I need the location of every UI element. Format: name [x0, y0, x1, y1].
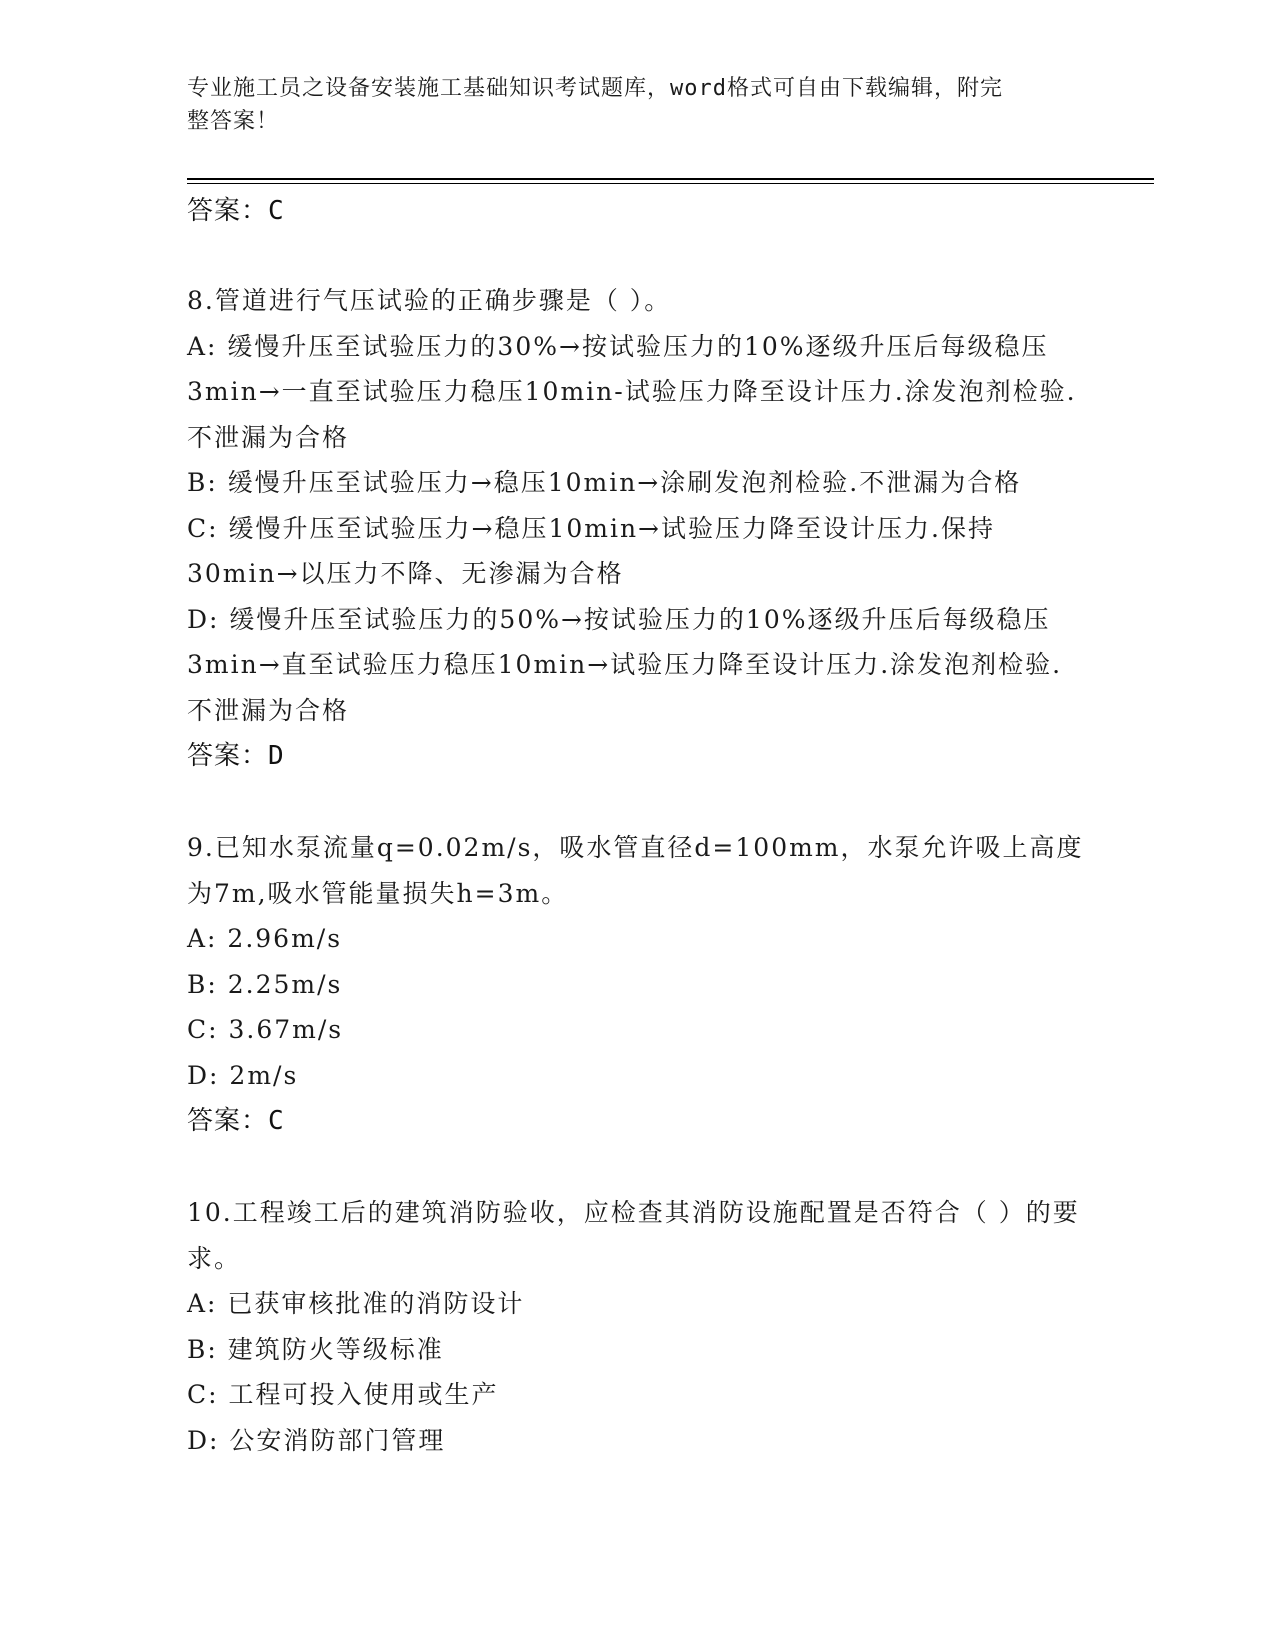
question-8 — [187, 278, 1087, 779]
question-8-text: 8.管道进行气压试验的正确步骤是（ ）。 — [187, 286, 672, 315]
question-9-text: 9.已知水泵流量q=0.02m/s，吸水管直径d=100mm，水泵允许吸上高度为7m,吸水管能量损失h=3m。 — [187, 833, 1084, 908]
header-line-1: 专业施工员之设备安装施工基础知识考试题库，word格式可自由下载编辑，附完 — [187, 76, 1003, 101]
question-9 — [187, 825, 1087, 1144]
header-rule-thick — [187, 178, 1154, 180]
question-10 — [187, 1190, 1087, 1463]
header-rule-thin — [187, 183, 1154, 184]
question-8-option-d: D: 缓慢升压至试验压力的50%→按试验压力的10%逐级升压后每级稳压3min→直至试验压力稳压10min→试验压力降至设计压力.涂发泡剂检验.不泄漏为合格 — [187, 604, 1063, 725]
spacer — [187, 234, 1087, 278]
question-10-option-c: C: 工程可投入使用或生产 — [187, 1380, 499, 1409]
question-9-option-b: B: 2.25m/s — [187, 969, 343, 999]
question-10-option-a: A: 已获审核批准的消防设计 — [187, 1289, 525, 1318]
question-content — [187, 188, 1087, 1463]
spacer — [187, 1144, 1087, 1190]
question-10-option-b: B: 建筑防火等级标准 — [187, 1334, 444, 1364]
question-9-option-d: D: 2m/s — [187, 1060, 299, 1090]
question-8-answer: 答案：D — [187, 741, 285, 771]
question-9-answer: 答案：C — [187, 1106, 285, 1136]
question-9-option-a: A: 2.96m/s — [187, 924, 343, 953]
question-10-text: 10.工程竣工后的建筑消防验收，应检查其消防设施配置是否符合（ ）的要求。 — [187, 1198, 1080, 1273]
question-10-option-d: D: 公安消防部门管理 — [187, 1425, 446, 1455]
previous-answer: 答案：C — [187, 196, 285, 226]
header-line-2: 整答案！ — [187, 109, 280, 134]
question-8-option-a: A: 缓慢升压至试验压力的30%→按试验压力的10%逐级升压后每级稳压3min→一直至试验压力稳压10min-试验压力降至设计压力.涂发泡剂检验.不泄漏为合格 — [187, 331, 1077, 452]
question-8-option-b: B: 缓慢升压至试验压力→稳压10min→涂刷发泡剂检验.不泄漏为合格 — [187, 468, 1022, 497]
question-8-option-c: C: 缓慢升压至试验压力→稳压10min→试验压力降至设计压力.保持30min→以压力不降、无渗漏为合格 — [187, 513, 995, 588]
question-9-option-c: C: 3.67m/s — [187, 1015, 344, 1044]
spacer — [187, 779, 1087, 825]
document-header — [187, 72, 1087, 138]
